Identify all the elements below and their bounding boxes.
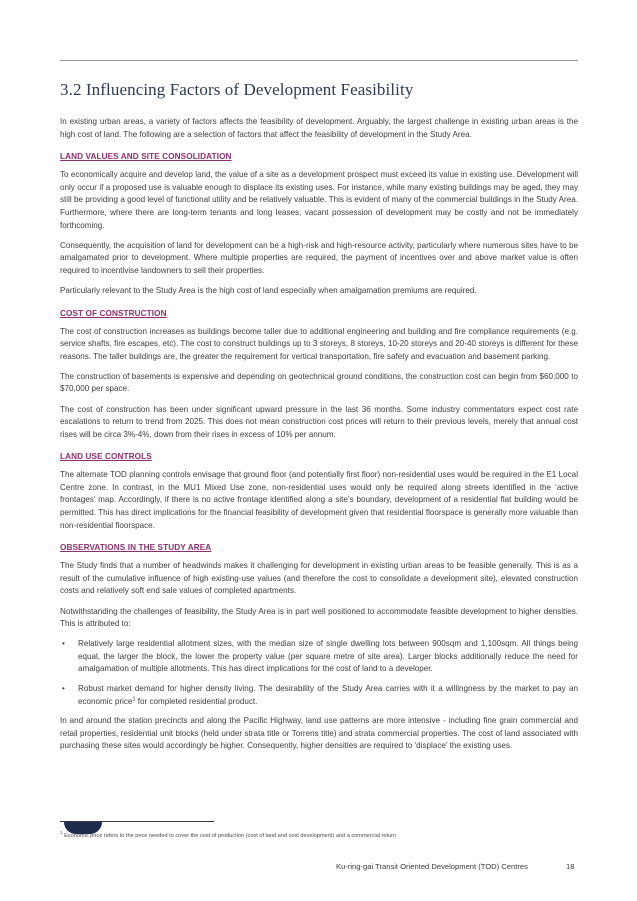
land-values-paragraph-1: To economically acquire and develop land, the value of a site as a development prospect must exceed its value in existing use. Development will only occur if a proposed use is valuable enough to displace its existing uses. For instance, while many existing buildings may be aged, they may still be providing a good level of functional utility and be relatively valuable. This is evident of many of the commercial buildings in the Study Area. Furthermore, where there are long-term tenants and long leases, vacant possession of development may be costly and not be immediately forthcoming. — [60, 170, 578, 230]
bullet-icon: • — [62, 684, 65, 693]
bullet-icon: • — [62, 639, 65, 649]
footnote-text: Economic price refers to the price needed to cover the cost of production (cost of land and cost development) and a commercial return — [62, 832, 397, 839]
land-values-paragraph-2: Consequently, the acquisition of land for development can be a high-risk and high-resource activity, particularly where numerous sites have to be amalgamated prior to development. Where multiple properties are required, the payment of incentives over and above market value is often required to incentivise landowners to sell their properties. — [60, 240, 578, 275]
construction-heading: COST OF CONSTRUCTION — [60, 308, 167, 318]
land-use-heading: LAND USE CONTROLS — [60, 452, 152, 462]
construction-paragraph-3: The cost of construction has been under significant upward pressure in the last 36 months. Some industry commentators expect cost rate escalations to return to trend from 2025. This does not mean construction cost prices will return to their previous levels, merely that annual cost rises will be circa 3%-4%, down from their rises in excess of 10% per annum. — [60, 404, 578, 439]
construction-paragraph-2: The construction of basements is expensive and depending on geotechnical ground conditions, the construction cost can begin from $60,000 to $70,000 per space. — [60, 371, 578, 394]
main-content — [60, 80, 578, 760]
list-item — [60, 683, 578, 708]
footnote — [60, 830, 396, 839]
footnote-number: 1 — [60, 830, 63, 835]
bullet-text: Relatively large residential allotment sizes, with the median size of single dwelling lots between 900sqm and 1,100sqm. All things being equal, the larger the block, the lower the property value (per square metre of site area). Larger blocks additionally reduce the need for amalgamation of multiple allotments. This has direct implications for the cost of land to a developer. — [78, 639, 578, 674]
intro-paragraph: In existing urban areas, a variety of factors affects the feasibility of development. Arguably, the largest challenge in existing urban areas is the high cost of land. The following are a selection of factors that affect the feasibility of development in the Study Area. — [60, 117, 578, 139]
observations-heading: OBSERVATIONS IN THE STUDY AREA — [60, 543, 212, 553]
observations-paragraph-1: The Study finds that a number of headwinds makes it challenging for development in existing urban areas to be feasible generally. This is as a result of the cumulative influence of high existing-use values (and therefore the cost to consolidate a development site), elevated construction costs and relatively soft end sale values of completed apartments. — [60, 561, 578, 596]
section-heading: 3.2 Influencing Factors of Development Feasibility — [60, 80, 414, 99]
land-values-heading: LAND VALUES AND SITE CONSOLIDATION — [60, 152, 232, 162]
footnote-reference[interactable]: 1 — [132, 695, 136, 702]
page-number: 18 — [566, 862, 575, 871]
observations-paragraph-3: In and around the station precincts and along the Pacific Highway, land use patterns are more intensive - including fine grain commercial and retail properties, residential unit blocks (held under strata title or Torrens title) and strata commercial properties. The cost of land associated with purchasing these sites would accordingly be higher. Consequently, higher densities are required to ‘displace’ the existing uses. — [60, 716, 578, 751]
land-values-paragraph-3: Particularly relevant to the Study Area is the high cost of land especially when amalgamation premiums are required. — [60, 285, 477, 295]
list-item — [60, 638, 578, 676]
footer-document-title: Ku-ring-gai Transit Oriented Development (TOD) Centres — [336, 862, 528, 871]
construction-paragraph-1: The cost of construction increases as buildings become taller due to additional engineering and building and fire compliance requirements (e.g. service shafts, fire escapes, etc). The cost to construct buildings up to 3 storeys, 8 storeys, 10-20 storeys and 20-40 storeys is different for these reasons. The taller buildings are, the greater the requirement for vertical transportation, fire safety and evacuation and basement parking. — [60, 326, 578, 361]
bullet-text: Robust market demand for higher density living. The desirability of the Study Area carries with it a willingness by the market to pay an economic price — [78, 684, 578, 706]
observations-paragraph-2: Notwithstanding the challenges of feasibility, the Study Area is in part well positioned to accommodate feasible development to higher densities. This is attributed to: — [60, 606, 578, 629]
top-divider — [60, 60, 578, 61]
observations-bullet-list — [60, 638, 578, 708]
land-use-paragraph-1: The alternate TOD planning controls envisage that ground floor (and potentially first floor) non-residential uses would be required in the E1 Local Centre zone. In contrast, in the MU1 Mixed Use zone, non-residential uses would only be required along streets identified in the ‘active frontages’ map. Accordingly, if there is no active frontage identified along a site’s boundary, development of a residential flat building would be permitted. This has direct implications for the financial feasibility of development given that residential floorspace is generally more valuable than non-residential floorspace. — [60, 470, 578, 530]
bullet-text-end: for completed residential product. — [135, 696, 258, 706]
